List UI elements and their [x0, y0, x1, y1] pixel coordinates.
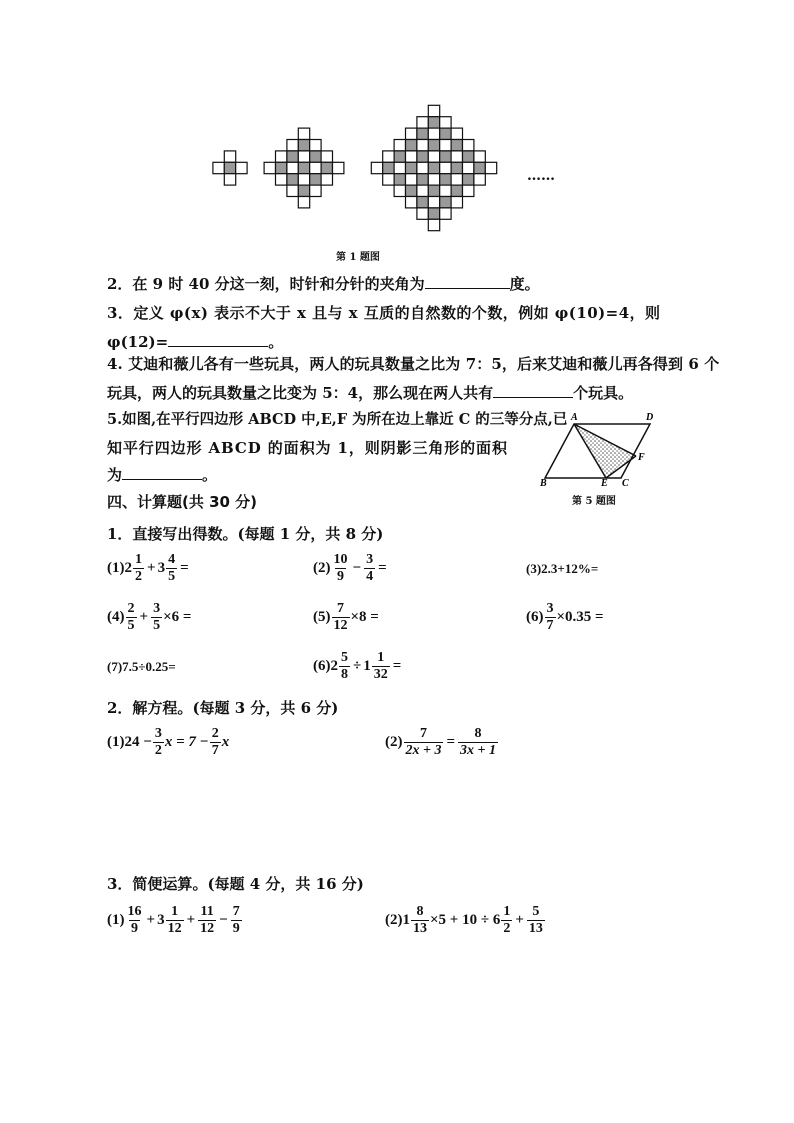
fraction	[545, 601, 556, 634]
problem-label: (1)	[107, 734, 125, 750]
pattern-cell	[417, 128, 428, 139]
mixed-number	[363, 650, 391, 683]
pattern-cell	[451, 197, 462, 208]
operator: +	[146, 912, 156, 928]
mixed-number	[158, 552, 179, 585]
operator: +	[515, 912, 524, 928]
answer-blank[interactable]	[122, 464, 202, 480]
equals-sign: =	[378, 560, 387, 576]
pattern-cell	[463, 174, 474, 185]
pattern-cell	[417, 197, 428, 208]
problem-label: (1)	[107, 912, 125, 928]
question-5-text: 为	[107, 466, 123, 484]
fraction	[372, 650, 390, 683]
pattern-cell	[428, 174, 439, 185]
fraction	[404, 726, 444, 759]
denominator: 2	[503, 921, 511, 936]
problem-text: (7)7.5÷0.25=	[107, 659, 176, 674]
pattern-cell	[440, 185, 451, 196]
pattern-cell	[264, 162, 275, 173]
expression-middle: ×5 + 10 ÷ 6	[430, 912, 501, 928]
fraction	[501, 904, 512, 937]
question-5-line-2: 知平行四边形 ABCD 的面积为 1，则阴影三角形的面积	[107, 439, 508, 457]
fraction	[210, 726, 221, 759]
pattern-cell	[394, 162, 405, 173]
problem-1-4	[107, 601, 191, 634]
whole: 2	[124, 560, 132, 576]
pattern-cell	[428, 185, 439, 196]
pattern-cell	[428, 128, 439, 139]
simplify-3-2	[385, 904, 546, 937]
pattern-cell	[310, 174, 321, 185]
fraction	[411, 904, 429, 937]
denominator: 9	[232, 921, 240, 936]
fraction	[339, 650, 350, 683]
whole: 1	[402, 912, 410, 928]
pattern-cell	[463, 140, 474, 151]
whole: 3	[157, 912, 165, 928]
problem-1-3	[526, 561, 598, 577]
pattern-cell	[440, 208, 451, 219]
question-4-unit: 个玩具。	[573, 384, 634, 402]
answer-blank[interactable]	[493, 382, 573, 398]
pattern-cell	[428, 197, 439, 208]
denominator: 12	[167, 921, 182, 936]
equals-sign: =	[180, 560, 189, 576]
question-2-unit: 度。	[509, 275, 540, 293]
equals-sign: =	[446, 734, 456, 750]
denominator: 7	[546, 618, 554, 633]
pattern-cell	[406, 140, 417, 151]
fraction	[332, 552, 350, 585]
pattern-cell	[428, 105, 439, 116]
pattern-cell	[287, 151, 298, 162]
pattern-cell	[474, 151, 485, 162]
part-3-heading: 3．简便运算。(每题 4 分，共 16 分)	[107, 875, 364, 893]
expression-tail: ×0.35 =	[556, 609, 604, 625]
whole: 3	[157, 560, 166, 576]
numerator: 16	[127, 904, 142, 919]
pattern-cell	[298, 128, 309, 139]
pattern-cell	[276, 174, 287, 185]
pattern-cell	[224, 162, 235, 173]
section-title: 四、计算题(共 30 分)	[107, 493, 258, 511]
numerator: 10	[333, 552, 348, 567]
simplify-3-1	[107, 904, 243, 937]
pattern-cell	[463, 185, 474, 196]
denominator: 8	[341, 667, 348, 682]
vertex-label-e: E	[601, 478, 608, 488]
pattern-cell	[440, 162, 451, 173]
fraction	[166, 552, 177, 585]
pattern-cell	[287, 140, 298, 151]
denominator: 2x + 3	[405, 743, 442, 758]
denominator: 5	[127, 618, 135, 633]
pattern-cell	[474, 174, 485, 185]
pattern-cell	[406, 197, 417, 208]
fraction	[126, 904, 144, 937]
question-5-line-3	[107, 464, 217, 485]
numerator: 3	[546, 601, 554, 616]
vertex-label-f: F	[638, 452, 645, 463]
pattern-ellipsis: ……	[527, 168, 555, 184]
problem-1-1	[107, 552, 191, 585]
denominator: 13	[413, 921, 427, 936]
pattern-cell	[440, 140, 451, 151]
fraction	[198, 904, 216, 937]
denominator: 2	[135, 569, 142, 584]
whole: 1	[363, 658, 371, 674]
pattern-cell	[417, 140, 428, 151]
pattern-cell	[451, 185, 462, 196]
problem-1-2	[313, 552, 389, 585]
question-4-line-1: 4. 艾迪和薇儿各有一些玩具，两人的玩具数量之比为 7：5，后来艾迪和薇儿再各得到 6 个	[107, 355, 720, 373]
numerator: 5	[532, 904, 540, 919]
pattern-cell	[451, 174, 462, 185]
numerator: 8	[474, 726, 482, 741]
numerator: 5	[341, 650, 348, 665]
pattern-cell	[224, 151, 235, 162]
variable-x: x	[221, 734, 230, 750]
pattern-cell	[310, 140, 321, 151]
question-2	[107, 273, 540, 294]
pattern-cell	[321, 174, 332, 185]
pattern-cell	[428, 140, 439, 151]
pattern-cell	[440, 197, 451, 208]
pattern-cell	[394, 140, 405, 151]
pattern-cell	[383, 162, 394, 173]
problem-1-7	[107, 659, 176, 675]
question-4-text: 玩具，两人的玩具数量之比变为 5：4，那么现在两人共有	[107, 384, 494, 402]
numerator: 2	[211, 726, 219, 741]
part-1-heading: 1．直接写出得数。(每题 1 分，共 8 分)	[107, 525, 384, 543]
pattern-cell	[417, 117, 428, 128]
numerator: 7	[419, 726, 427, 741]
numerator: 7	[337, 601, 344, 616]
pattern-cell	[428, 162, 439, 173]
parallelogram-figure	[538, 408, 663, 488]
denominator: 5	[153, 618, 161, 633]
pattern-cell	[298, 162, 309, 173]
fraction	[364, 552, 375, 585]
numerator: 8	[416, 904, 424, 919]
numerator: 4	[168, 552, 176, 567]
operator: −	[219, 912, 228, 928]
question-3-line-1: 3．定义 φ(x) 表示不大于 x 且与 x 互质的自然数的个数，例如 φ(10)=4，则	[107, 304, 661, 322]
problem-1-5	[313, 601, 379, 634]
equals-sign: =	[392, 658, 402, 674]
mixed-number	[331, 650, 352, 683]
mixed-number	[157, 904, 185, 937]
pattern-cell	[276, 151, 287, 162]
phi-12-label: φ(12)=	[107, 333, 169, 351]
part-2-heading: 2．解方程。(每题 3 分，共 6 分)	[107, 699, 339, 717]
denominator: 4	[366, 569, 374, 584]
whole: 2	[330, 658, 338, 674]
numerator: 7	[232, 904, 240, 919]
pattern-cell	[440, 151, 451, 162]
pattern-cell	[287, 185, 298, 196]
pattern-cell	[333, 162, 344, 173]
numerator: 1	[135, 552, 142, 567]
pattern-cell	[276, 162, 287, 173]
pattern-cell	[394, 174, 405, 185]
denominator: 3x + 1	[460, 743, 497, 758]
problem-label: (5)	[313, 609, 331, 625]
fraction	[458, 726, 498, 759]
pattern-cell	[298, 174, 309, 185]
denominator: 9	[131, 921, 138, 936]
operator: ÷	[353, 658, 362, 674]
expression-middle: x = 7 −	[164, 734, 209, 750]
pattern-cell	[463, 162, 474, 173]
denominator: 12	[333, 618, 348, 633]
pattern-cell	[371, 162, 382, 173]
question-5-line-1: 5.如图,在平行四边形 ABCD 中,E,F 为所在边上靠近 C 的三等分点,已	[107, 411, 568, 428]
denominator: 12	[200, 921, 215, 936]
vertex-label-a: A	[571, 412, 578, 423]
figure-1-caption: 第 1 题图	[336, 252, 380, 263]
numerator: 3	[154, 726, 162, 741]
fraction	[153, 726, 164, 759]
pattern-cell	[321, 162, 332, 173]
operator: +	[147, 560, 156, 576]
pattern-cell	[440, 128, 451, 139]
denominator: 7	[211, 743, 219, 758]
fraction	[126, 601, 137, 634]
expression-tail: ×8 =	[350, 609, 379, 625]
pattern-cell	[406, 174, 417, 185]
numerator: 2	[127, 601, 135, 616]
mixed-number	[403, 904, 431, 937]
pattern-cell	[298, 151, 309, 162]
pattern-cell	[406, 128, 417, 139]
pattern-cell	[298, 197, 309, 208]
mixed-number	[125, 552, 146, 585]
vertex-label-d: D	[646, 412, 654, 423]
pattern-cell	[417, 208, 428, 219]
pattern-cell	[417, 185, 428, 196]
fraction	[133, 552, 144, 585]
pattern-cell	[406, 151, 417, 162]
operator: +	[139, 609, 149, 625]
numerator: 11	[200, 904, 214, 919]
answer-blank[interactable]	[425, 273, 510, 289]
pattern-cell	[451, 140, 462, 151]
pattern-cell	[417, 174, 428, 185]
vertex-label-c: C	[622, 478, 629, 488]
problem-1-8	[313, 650, 403, 683]
operator: +	[186, 912, 196, 928]
pattern-cell	[463, 151, 474, 162]
pattern-cell	[298, 185, 309, 196]
problem-label: (1)	[107, 560, 125, 576]
pattern-cell	[383, 174, 394, 185]
question-3-line-2	[107, 331, 283, 352]
pattern-figure	[200, 95, 530, 240]
period: 。	[268, 333, 284, 351]
numerator: 1	[171, 904, 179, 919]
answer-blank[interactable]	[168, 331, 268, 347]
vertex-label-b: B	[540, 478, 547, 488]
denominator: 9	[337, 569, 344, 584]
pattern-cell	[428, 151, 439, 162]
denominator: 13	[528, 921, 543, 936]
fraction	[332, 601, 350, 634]
pattern-cell	[310, 185, 321, 196]
expression-head: 24 −	[124, 734, 152, 750]
pattern-cell	[321, 151, 332, 162]
numerator: 1	[377, 650, 385, 665]
denominator: 32	[373, 667, 388, 682]
pattern-cell	[213, 162, 224, 173]
fraction	[231, 904, 242, 937]
denominator: 5	[168, 569, 176, 584]
pattern-cell	[310, 162, 321, 173]
pattern-cell	[428, 208, 439, 219]
problem-label: (6)	[526, 609, 544, 625]
pattern-cell	[474, 162, 485, 173]
problem-label: (2)	[313, 560, 331, 576]
expression-tail: ×6 =	[163, 609, 192, 625]
problem-text: (3)2.3+12%=	[526, 561, 599, 576]
figure-5-caption: 第 5 题图	[572, 496, 616, 507]
pattern-cell	[451, 151, 462, 162]
equation-2-2	[385, 726, 499, 759]
pattern-cell	[485, 162, 496, 173]
pattern-cell	[287, 174, 298, 185]
pattern-cell	[428, 219, 439, 230]
fraction	[166, 904, 184, 937]
question-2-text: 2．在 9 时 40 分这一刻，时针和分针的夹角为	[107, 275, 425, 293]
pattern-cell	[428, 117, 439, 128]
pattern-cell	[451, 162, 462, 173]
problem-label: (2)	[385, 912, 403, 928]
problem-label: (6)	[313, 658, 331, 674]
pattern-cell	[287, 162, 298, 173]
operator: −	[352, 560, 362, 576]
numerator: 3	[153, 601, 161, 616]
problem-1-6	[526, 601, 604, 634]
problem-label: (4)	[107, 609, 125, 625]
pattern-cell	[417, 151, 428, 162]
fraction	[151, 601, 162, 634]
numerator: 1	[503, 904, 511, 919]
pattern-cell	[451, 128, 462, 139]
pattern-cell	[406, 162, 417, 173]
numerator: 3	[366, 552, 374, 567]
pattern-cell	[417, 162, 428, 173]
pattern-cell	[224, 174, 235, 185]
problem-label: (2)	[385, 734, 403, 750]
pattern-cell	[383, 151, 394, 162]
period: 。	[202, 466, 218, 484]
pattern-cell	[394, 151, 405, 162]
pattern-cell	[236, 162, 247, 173]
pattern-cell	[440, 174, 451, 185]
question-4-line-2	[107, 382, 633, 403]
equation-2-1	[107, 726, 229, 759]
pattern-cell	[298, 140, 309, 151]
pattern-cell	[440, 117, 451, 128]
fraction	[527, 904, 545, 937]
pattern-cell	[394, 185, 405, 196]
pattern-cell	[406, 185, 417, 196]
denominator: 2	[154, 743, 162, 758]
pattern-cell	[310, 151, 321, 162]
